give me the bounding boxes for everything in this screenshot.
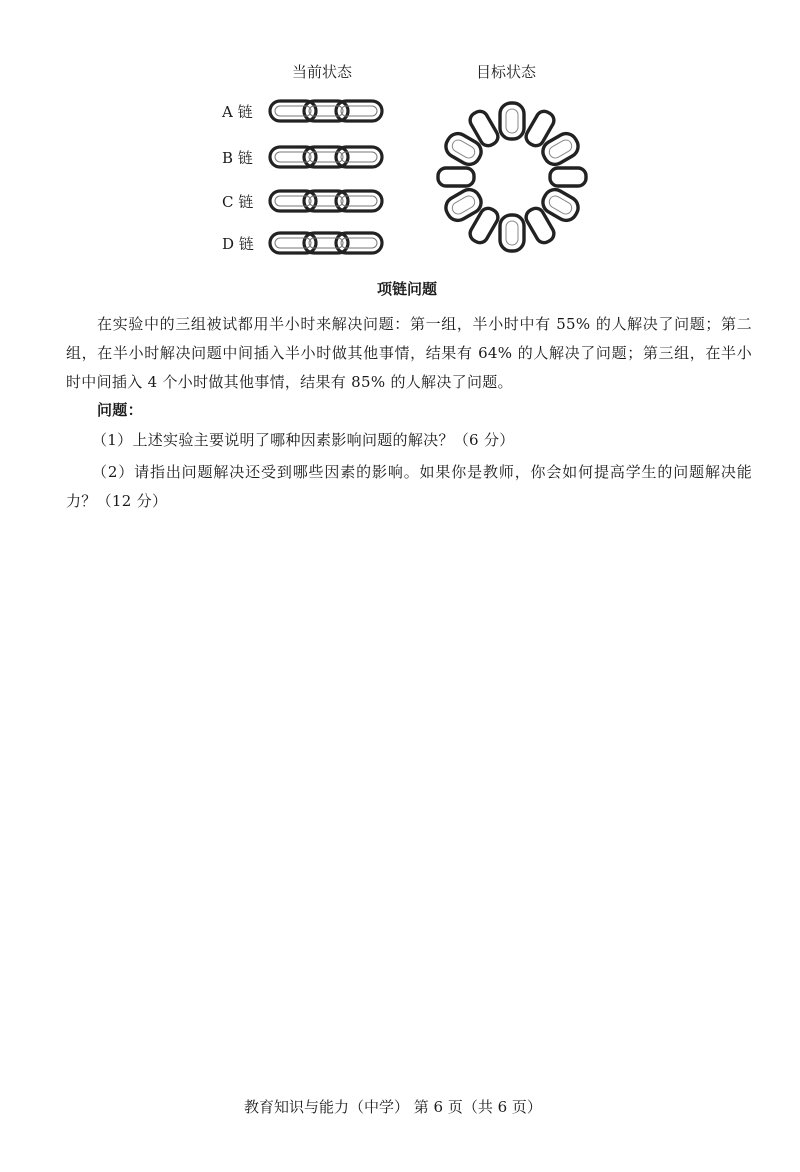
chain-c-graphic — [268, 186, 384, 216]
necklace-link — [500, 215, 524, 251]
figure-caption: 项链问题 — [377, 280, 438, 298]
necklace-link — [523, 108, 557, 148]
necklace-ring-graphic — [432, 97, 592, 257]
page-footer: 教育知识与能力（中学） 第 6 页（共 6 页） — [244, 1098, 542, 1116]
chain-a-label: A 链 — [222, 103, 253, 121]
necklace-link — [467, 108, 501, 148]
chain-b-graphic — [268, 142, 384, 172]
target-state-label: 目标状态 — [476, 63, 537, 81]
necklace-link — [467, 205, 501, 245]
current-state-label: 当前状态 — [292, 63, 353, 81]
necklace-link — [438, 168, 474, 186]
necklace-link — [500, 103, 524, 139]
chain-b-label: B 链 — [222, 149, 253, 167]
question-2: （2）请指出问题解决还受到哪些因素的影响。如果你是教师，你会如何提高学生的问题解决能力？（12 分） — [66, 463, 752, 510]
chain-c-label: C 链 — [222, 193, 254, 211]
chain-a-graphic — [268, 96, 384, 126]
chain-d-label: D 链 — [222, 235, 254, 253]
chain-d-graphic — [268, 228, 384, 258]
necklace-link — [550, 168, 586, 186]
question-1: （1）上述实验主要说明了哪种因素影响问题的解决？（6 分） — [92, 431, 515, 449]
questions-heading: 问题： — [97, 401, 143, 419]
body-paragraph: 在实验中的三组被试都用半小时来解决问题：第一组，半小时中有 55% 的人解决了问题；第二组，在半小时解决问题中间插入半小时做其他事情，结果有 64% 的人解决了问题；第三组，在半小时中间插入 4 个小时做其他事情，结果有 85% 的人解决了问题。 — [66, 315, 752, 391]
necklace-link — [523, 205, 557, 245]
